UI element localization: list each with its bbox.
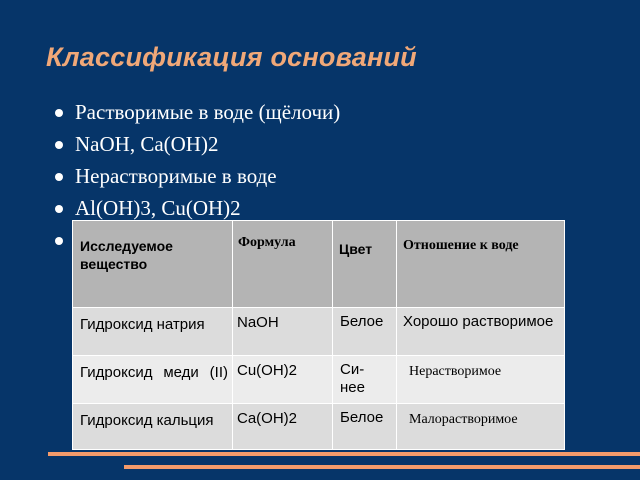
accent-bar-top xyxy=(48,452,640,456)
color-value: Белое xyxy=(340,313,384,330)
cell-solubility xyxy=(397,356,565,404)
cell-color xyxy=(333,308,397,356)
cell-solubility xyxy=(397,404,565,450)
bullet-dot-icon xyxy=(55,205,63,213)
header-formula: Формула xyxy=(238,235,296,250)
table-row xyxy=(73,404,565,450)
color-value: Си-нее xyxy=(340,361,365,396)
solubility-value: Хорошо растворимое xyxy=(403,313,554,330)
header-substance: Исследуемое вещество xyxy=(80,238,173,272)
color-value: Белое xyxy=(340,409,384,426)
cell-color xyxy=(333,356,397,404)
header-cell-color xyxy=(333,221,397,308)
header-cell-solubility xyxy=(397,221,565,308)
solubility-value: Нерастворимое xyxy=(409,364,502,379)
accent-bar-bottom xyxy=(124,465,640,469)
cell-solubility xyxy=(397,308,565,356)
substance-name: Гидроксид кальция xyxy=(80,412,214,429)
bullet-dot-icon xyxy=(55,173,63,181)
cell-formula xyxy=(233,356,333,404)
bullet-text: NaOH, Ca(OH)2 xyxy=(75,132,219,156)
header-color: Цвет xyxy=(339,241,373,257)
bullet-dot-icon xyxy=(55,141,63,149)
bullet-dot-icon xyxy=(55,237,63,245)
header-solubility: Отношение к воде xyxy=(403,238,519,253)
bullet-item xyxy=(55,128,340,160)
formula-value: NaOH xyxy=(237,314,279,331)
substance-name: Гидроксид натрия xyxy=(80,316,205,333)
cell-formula xyxy=(233,308,333,356)
table-row xyxy=(73,308,565,356)
bullet-text: Растворимые в воде (щёлочи) xyxy=(75,100,341,124)
slide-title: Классификация оснований xyxy=(46,42,417,72)
bases-properties-table xyxy=(72,220,565,450)
substance-name: Гидроксид меди (II) xyxy=(80,364,228,381)
bullet-item xyxy=(55,160,340,192)
formula-value: Ca(OH)2 xyxy=(237,410,298,427)
header-cell-formula xyxy=(233,221,333,308)
cell-substance xyxy=(73,356,233,404)
bullet-text: Нерастворимые в воде xyxy=(75,164,277,188)
formula-value: Cu(OH)2 xyxy=(237,362,298,379)
cell-substance xyxy=(73,308,233,356)
cell-substance xyxy=(73,404,233,450)
cell-formula xyxy=(233,404,333,450)
bullet-item xyxy=(55,96,340,128)
solubility-value: Малорастворимое xyxy=(409,412,518,427)
header-cell-substance xyxy=(73,221,233,308)
bullet-text: Al(OH)3, Cu(OH)2 xyxy=(75,196,241,220)
table-header-row xyxy=(73,221,565,308)
bullet-dot-icon xyxy=(55,109,63,117)
table-row xyxy=(73,356,565,404)
cell-color xyxy=(333,404,397,450)
